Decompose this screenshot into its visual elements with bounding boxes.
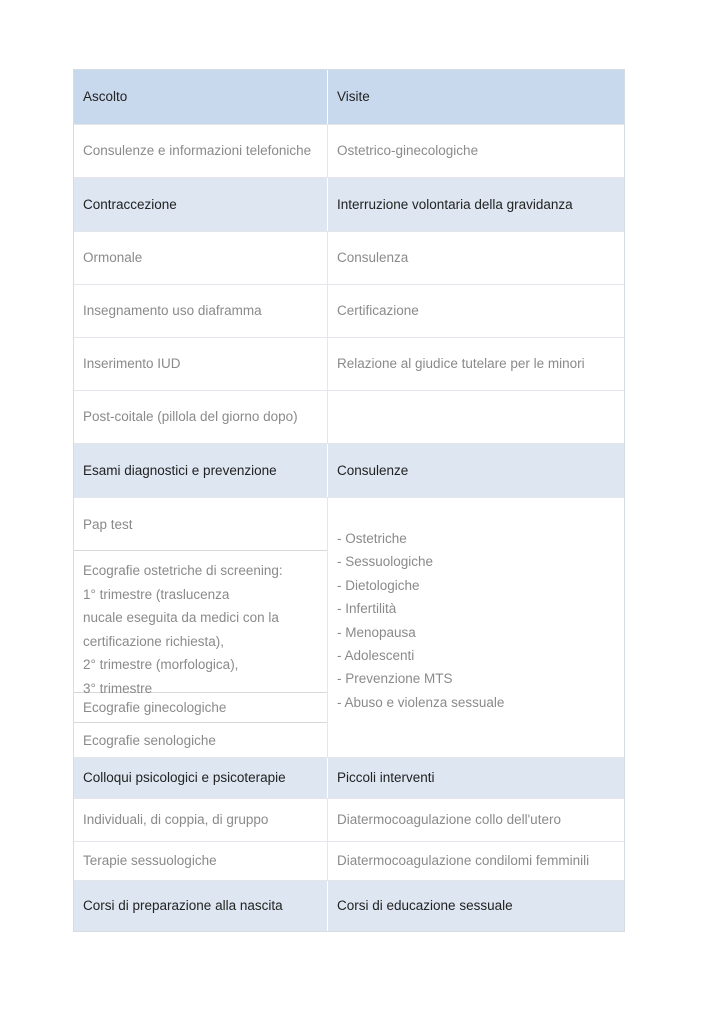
cell-corsi-educazione: Corsi di educazione sessuale [337,898,513,914]
services-table [73,69,625,932]
header-row [74,70,624,124]
cell-diatermo-collo: Diatermocoagulazione collo dell'utero [337,812,561,828]
list-item: - Infertilità [337,601,397,617]
table-row [74,798,624,841]
list-item: - Adolescenti [337,648,415,664]
cell-esami-diagnostici: Esami diagnostici e prevenzione [74,444,328,497]
list-item: - Sessuologiche [337,554,434,570]
header-row [74,757,624,798]
header-row [74,880,624,931]
cell-terapie-sessuologiche: Terapie sessuologiche [74,842,328,880]
table-row [74,124,624,177]
header-row [74,177,624,231]
eco-line: 2° trimestre (morfologica), [83,657,239,672]
table-row [74,231,624,284]
list-item: - Prevenzione MTS [337,671,453,687]
cell-contraccezione: Contraccezione [74,178,328,231]
cell-ivg: Interruzione volontaria della gravidanza [337,196,573,212]
eco-line: certificazione richiesta), [83,633,225,649]
eco-line: 1° trimestre (traslucenza [83,586,230,602]
table-row [74,390,624,443]
list-item: - Abuso e violenza sessuale [337,694,505,710]
table-row [74,841,624,880]
cell-giudice-tutelare: Relazione al giudice tutelare per le minori [337,356,585,372]
cell-consulenza: Consulenza [337,250,409,266]
cell-individuali: Individuali, di coppia, di gruppo [74,799,328,841]
ecografie-ostetriche [74,551,327,696]
ecografie-senologiche: Ecografie senologiche [83,732,216,748]
cell-consulenze-telefoniche: Consulenze e informazioni telefoniche [74,125,328,177]
cell-certificazione: Certificazione [337,303,419,319]
cell-post-coitale: Post-coitale (pillola del giorno dopo) [74,391,328,443]
cell-consulenze: Consulenze [337,462,409,478]
header-row [74,443,624,497]
ecografie-ginecologiche: Ecografie ginecologiche [74,693,327,723]
cell-ostetrico-ginecologiche: Ostetrico-ginecologiche [337,143,479,159]
cell-piccoli-interventi: Piccoli interventi [337,770,435,786]
list-item: - Menopausa [337,624,416,640]
eco-line: nucale eseguita da medici con la [83,610,279,625]
cell-ascolto: Ascolto [74,70,328,124]
table-row [74,284,624,337]
esami-list [74,498,328,757]
eco-line: 3° trimestre [83,680,153,696]
cell-visite: Visite [337,89,370,105]
eco-line: Ecografie ostetriche di screening: [83,563,283,578]
cell-empty [328,391,624,443]
consulenze-list [328,498,624,757]
cell-diatermo-condilomi: Diatermocoagulazione condilomi femminili [337,853,590,869]
pap-test: Pap test [74,498,327,551]
cell-diaframma: Insegnamento uso diaframma [74,285,328,337]
cell-iud: Inserimento IUD [74,338,328,390]
cell-ormonale: Ormonale [74,232,328,284]
esami-consulenze-block [74,497,624,757]
cell-colloqui-psicologici: Colloqui psicologici e psicoterapie [74,758,328,798]
table-row [74,337,624,390]
cell-corsi-nascita: Corsi di preparazione alla nascita [74,881,328,931]
list-item: - Ostetriche [337,531,407,546]
list-item: - Dietologiche [337,577,420,593]
